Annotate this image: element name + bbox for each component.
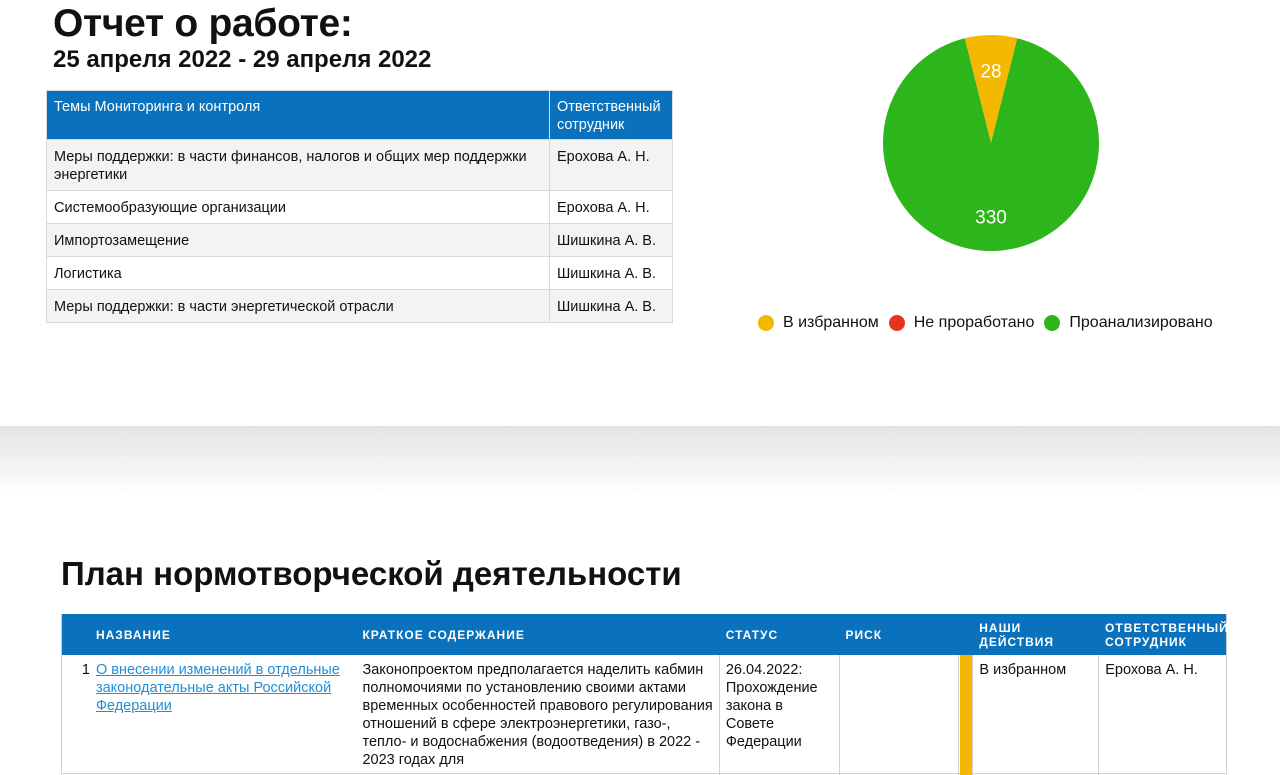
- responsible-cell: Шишкина А. В.: [550, 224, 673, 257]
- pie-value-label-2: 330: [975, 207, 1007, 229]
- row-risk: [840, 655, 960, 775]
- plan-header-responsible: ОТВЕТСТВЕННЫЙ СОТРУДНИК: [1105, 620, 1229, 649]
- topic-cell: Меры поддержки: в части энергетической отрасли: [47, 290, 550, 323]
- legend-label-analyzed: Проанализировано: [1069, 314, 1213, 331]
- table-row: [62, 655, 1226, 775]
- plan-title: План нормотворческой деятельности: [61, 555, 682, 592]
- row-name-cell: [90, 655, 357, 775]
- topics-table: [46, 90, 673, 323]
- topic-cell: Системообразующие организации: [47, 191, 550, 224]
- table-row: [47, 140, 673, 191]
- plan-table-header: [62, 614, 1229, 655]
- plan-header-summary: КРАТКОЕ СОДЕРЖАНИЕ: [362, 627, 525, 642]
- row-actions: В избранном: [973, 655, 1099, 775]
- responsible-cell: Шишкина А. В.: [550, 290, 673, 323]
- plan-header-name: НАЗВАНИЕ: [95, 627, 171, 642]
- report-period: 25 апреля 2022 - 29 апреля 2022: [53, 46, 432, 73]
- row-summary: Законопроектом предполагается наделить кабмин полномочиями по установлению своими актами временных особенностей правового регулирования отношений в сфере электроэнергетики, газо-, тепло- и водоснабжения (водоотведения) в 2022 - 2023 годах для: [356, 655, 719, 775]
- topic-cell: Меры поддержки: в части финансов, налогов и общих мер поддержки энергетики: [47, 140, 550, 191]
- pie-legend: [758, 314, 1223, 332]
- plan-header-num: [62, 614, 90, 655]
- legend-dot-analyzed: [1044, 315, 1060, 331]
- page-divider: [0, 426, 1280, 496]
- row-number: 1: [81, 662, 90, 678]
- responsible-cell: Ерохова А. Н.: [550, 191, 673, 224]
- topic-cell: Импортозамещение: [47, 224, 550, 257]
- plan-header-risk: РИСК: [845, 627, 883, 642]
- topics-header-topic: Темы Мониторинга и контроля: [47, 91, 550, 140]
- responsible-cell: Шишкина А. В.: [550, 257, 673, 290]
- plan-table: [61, 614, 1227, 774]
- table-row: [47, 224, 673, 257]
- risk-indicator: [959, 655, 973, 775]
- row-responsible: Ерохова А. Н.: [1105, 662, 1198, 678]
- legend-label-favorites: В избранном: [783, 314, 879, 331]
- legend-item-favorites[interactable]: [758, 314, 879, 332]
- pie-value-label-0: 28: [980, 61, 1002, 83]
- topics-header-responsible: Ответственный сотрудник: [550, 91, 673, 140]
- table-row: [47, 257, 673, 290]
- topic-cell: Логистика: [47, 257, 550, 290]
- risk-indicator-fill: [960, 655, 972, 775]
- legend-dot-favorites: [758, 315, 774, 331]
- table-row: [47, 191, 673, 224]
- plan-header-status: СТАТУС: [725, 627, 779, 642]
- topics-table-header: [47, 91, 673, 140]
- row-status: 26.04.2022: Прохождение закона в Совете Федерации: [720, 655, 840, 775]
- status-pie-chart[interactable]: [882, 34, 1100, 252]
- document-link[interactable]: О внесении изменений в отдельные законодательные акты Российской Федерации: [95, 662, 340, 714]
- legend-item-analyzed[interactable]: [1044, 314, 1212, 332]
- legend-dot-not-processed: [889, 315, 905, 331]
- responsible-cell: Ерохова А. Н.: [550, 140, 673, 191]
- legend-label-not-processed: Не проработано: [913, 314, 1035, 331]
- plan-header-risk-indicator: [959, 614, 973, 655]
- table-row: [47, 290, 673, 323]
- report-title: Отчет о работе:: [53, 2, 353, 45]
- plan-header-actions: НАШИ ДЕЙСТВИЯ: [979, 620, 1055, 649]
- legend-item-not-processed[interactable]: [889, 314, 1035, 332]
